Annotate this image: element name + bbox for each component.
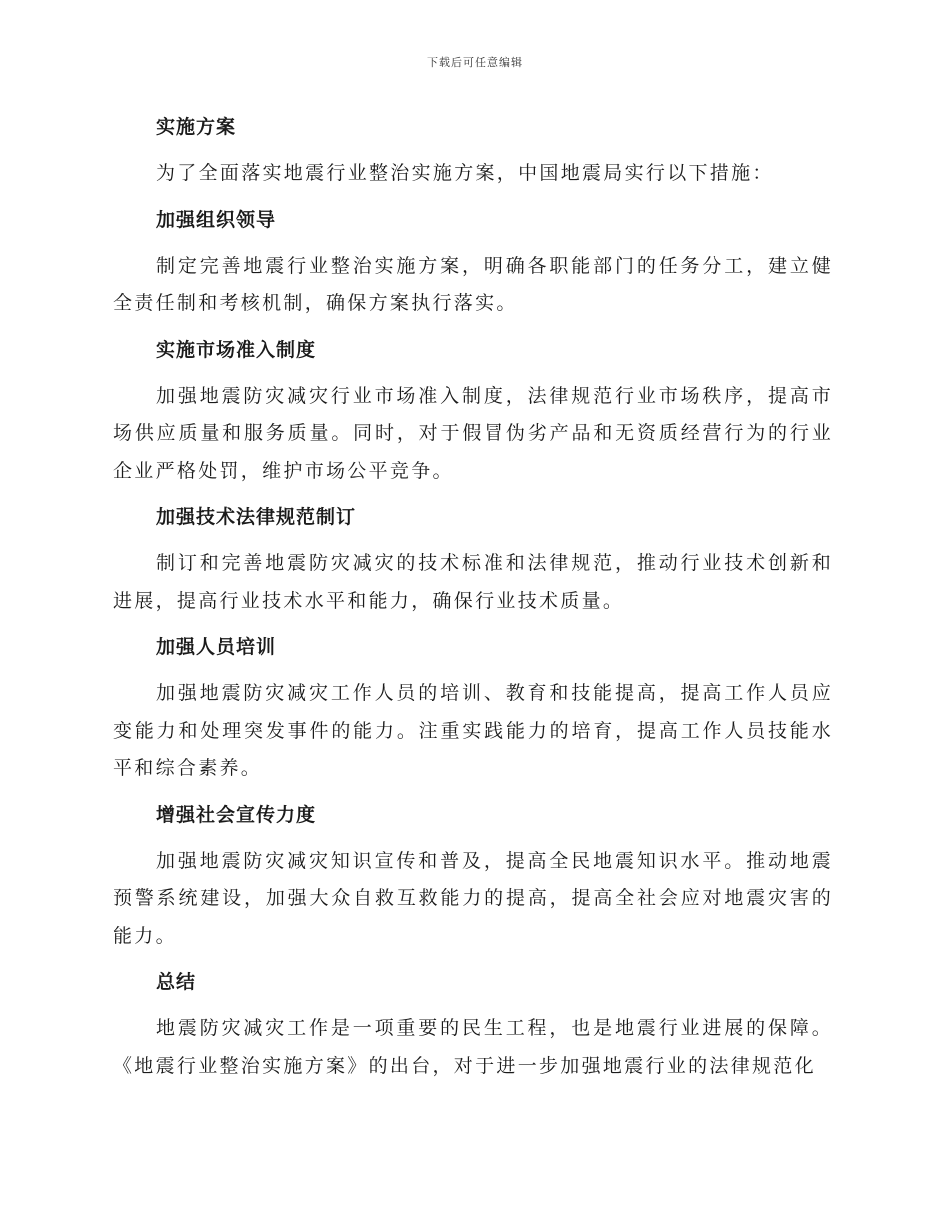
paragraph-intro: 为了全面落实地震行业整治实施方案，中国地震局实行以下措施： bbox=[156, 162, 774, 184]
section-heading-technical-standards: 加强技术法律规范制订 bbox=[156, 506, 357, 528]
paragraph-publicity: 加强地震防灾减灾知识宣传和普及，提高全民地震知识水平。推动地震预警系统建设，加强大众自救互救能力的提高，提高全社会应对地震灾害的能力。 bbox=[113, 849, 833, 947]
paragraph-technical-standards: 制订和完善地震防灾减灾的技术标准和法律规范，推动行业技术创新和进展，提高行业技术水平和能力，确保行业技术质量。 bbox=[113, 552, 833, 612]
paragraph-market-access: 加强地震防灾减灾行业市场准入制度，法律规范行业市场秩序，提高市场供应质量和服务质量。同时，对于假冒伪劣产品和无资质经营行为的行业企业严格处罚，维护市场公平竞争。 bbox=[113, 384, 833, 482]
section-heading-training: 加强人员培训 bbox=[156, 636, 277, 658]
section-heading-intro: 实施方案 bbox=[156, 116, 237, 138]
section-heading-publicity: 增强社会宣传力度 bbox=[156, 803, 317, 826]
document-body bbox=[113, 108, 833, 1085]
header-note: 下载后可任意编辑 bbox=[427, 56, 523, 69]
paragraph-training: 加强地震防灾减灾工作人员的培训、教育和技能提高，提高工作人员应变能力和处理突发事件的能力。注重实践能力的培育，提高工作人员技能水平和综合素养。 bbox=[113, 682, 833, 779]
paragraph-organization: 制定完善地震行业整治实施方案，明确各职能部门的任务分工，建立健全责任制和考核机制，确保方案执行落实。 bbox=[113, 254, 833, 314]
paragraph-summary: 地震防灾减灾工作是一项重要的民生工程，也是地震行业进展的保障。《地震行业整治实施方案》的出台，对于进一步加强地震行业的法律规范化 bbox=[113, 1017, 833, 1077]
section-heading-market-access: 实施市场准入制度 bbox=[156, 338, 317, 361]
section-heading-organization: 加强组织领导 bbox=[156, 208, 277, 231]
section-heading-summary: 总结 bbox=[156, 971, 197, 993]
